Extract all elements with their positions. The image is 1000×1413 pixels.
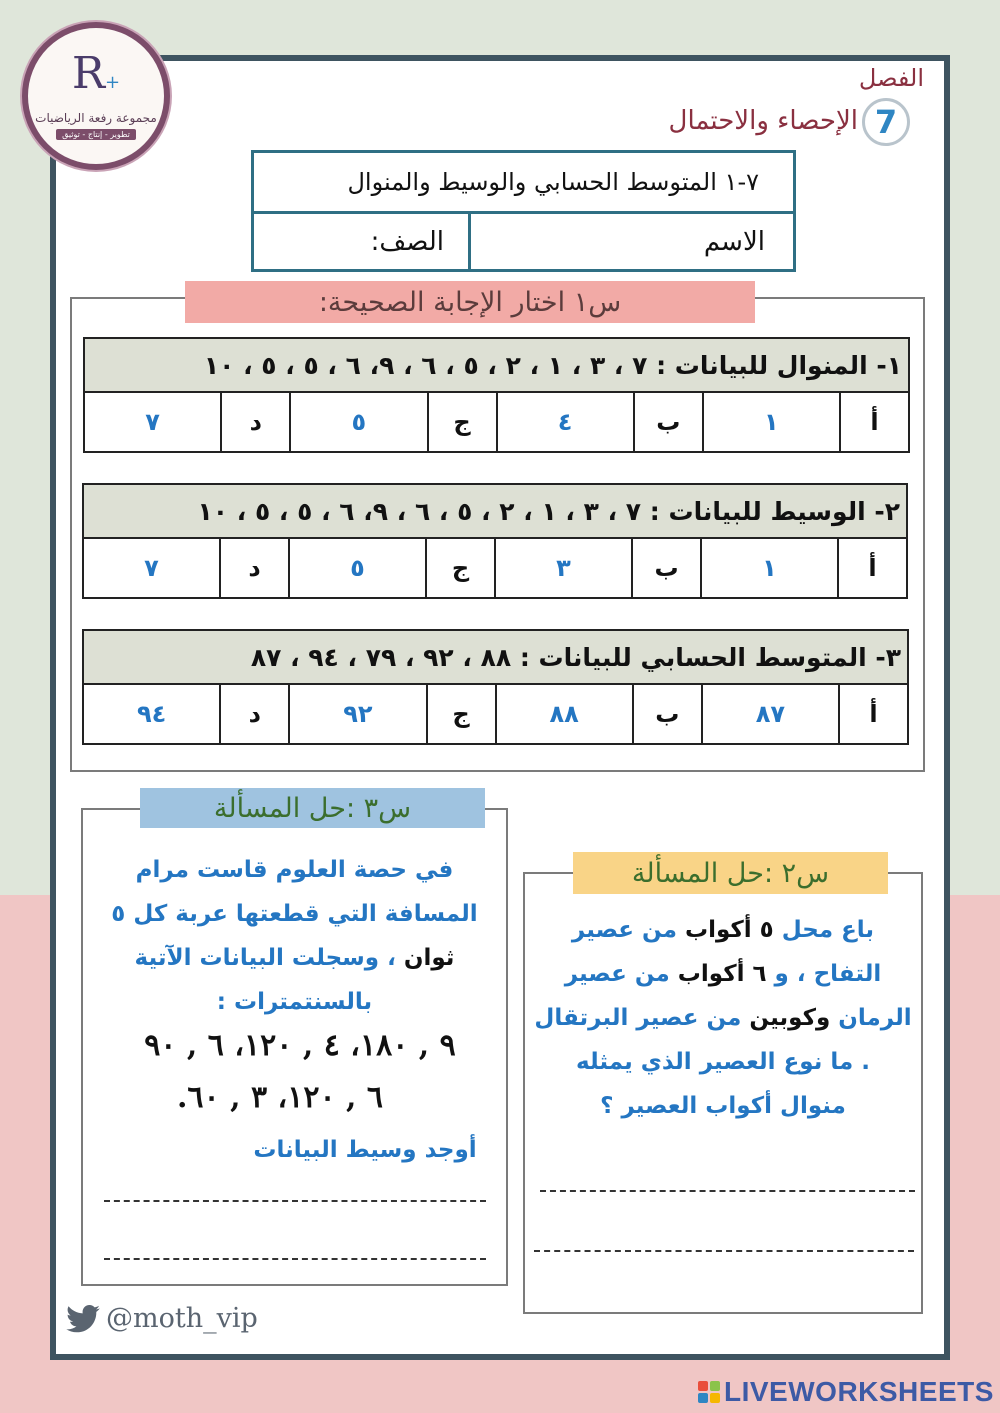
twitter-icon [66, 1305, 100, 1333]
options-row [85, 393, 908, 451]
option-c[interactable]: ٥ [289, 393, 426, 451]
problem-line: منوال أكواب العصير ؟ [600, 1093, 846, 1119]
answer-line[interactable] [534, 1250, 914, 1252]
problem-word: باع محل [781, 917, 875, 943]
data-row-2: ٦ , ١٢٠، ٣ , ٦٠. [176, 1080, 384, 1115]
problem-line: بالسنتمترات : [216, 989, 373, 1015]
problem-word: ٥ أكواب [684, 917, 774, 943]
name-label: الاسم [703, 226, 765, 257]
option-letter: د [219, 685, 288, 743]
class-field[interactable] [254, 214, 468, 269]
option-letter: د [220, 393, 289, 451]
options-row [84, 685, 907, 743]
section3-task: أوجد وسيط البيانات [253, 1137, 477, 1163]
answer-line[interactable] [540, 1190, 915, 1192]
option-b[interactable]: ٤ [496, 393, 633, 451]
section3-problem [92, 848, 497, 1024]
question-text: ٣- المتوسط الحسابي للبيانات : ٨٨ ، ٩٢ ، ٧٩ ، ٩٤ ، ٨٧ [84, 631, 907, 685]
twitter-text: @moth_vip [106, 1303, 258, 1334]
option-letter: أ [839, 393, 908, 451]
option-letter: أ [837, 539, 906, 597]
option-d[interactable]: ٧ [145, 408, 160, 436]
twitter-handle [66, 1303, 258, 1334]
question-2 [82, 483, 908, 599]
option-letter: أ [838, 685, 907, 743]
option-letter: ج [425, 539, 494, 597]
problem-word: ، وسجلت البيانات الآتية [134, 945, 396, 971]
option-a[interactable]: ٨٧ [701, 685, 838, 743]
logo-mark: R+ [71, 48, 121, 99]
logo-tagline: تطوير - إنتاج - توثيق [56, 129, 136, 140]
problem-line: المسافة التي قطعتها عربة كل ٥ [111, 901, 478, 927]
chapter-title: الإحصاء والاحتمال [668, 106, 858, 136]
liveworksheets-icon [698, 1381, 720, 1403]
option-d[interactable]: ٩٤ [136, 700, 167, 728]
problem-line: في حصة العلوم قاست مرام [135, 857, 454, 883]
class-label: الصف: [370, 226, 444, 257]
question-text: ٢- الوسيط للبيانات : ٧ ، ٣ ، ١ ، ٢ ، ٥ ، ٦ ، ٩، ٦ ، ٥ ، ٥ ، ١٠ [84, 485, 906, 539]
answer-line[interactable] [104, 1200, 486, 1202]
question-1 [83, 337, 910, 453]
option-letter: د [219, 539, 288, 597]
data-row-1: ٩ , ١٨٠، ٤ , ١٢٠، ٦ , ٩٠ [144, 1028, 456, 1063]
option-letter: ب [631, 539, 700, 597]
problem-word: من عصير [571, 917, 677, 943]
problem-word: من عصير [564, 961, 670, 987]
liveworksheets-text: LIVEWORKSHEETS [724, 1376, 994, 1407]
option-letter: ج [427, 393, 496, 451]
logo-text: مجموعة رفعة الرياضيات [35, 111, 157, 125]
problem-word: الرمان [838, 1005, 912, 1031]
section2-problem [528, 908, 918, 1128]
option-a[interactable]: ١ [702, 393, 839, 451]
problem-word: ٦ أكواب [677, 961, 767, 987]
option-d[interactable]: ٧ [144, 554, 159, 582]
liveworksheets-brand[interactable] [698, 1376, 994, 1408]
section1-banner: س١ اختار الإجابة الصحيحة: [185, 281, 755, 323]
section3-banner: س٣ :حل المسألة [140, 788, 485, 828]
option-a[interactable]: ١ [700, 539, 837, 597]
option-b[interactable]: ٣ [494, 539, 631, 597]
answer-line[interactable] [104, 1258, 486, 1260]
lesson-title: ٧-١ المتوسط الحسابي والوسيط والمنوال [254, 153, 793, 214]
problem-line: . ما نوع العصير الذي يمثله [576, 1049, 870, 1075]
question-text: ١- المنوال للبيانات : ٧ ، ٣ ، ١ ، ٢ ، ٥ ، ٦ ، ٩، ٦ ، ٥ ، ٥ ، ١٠ [85, 339, 908, 393]
problem-word: التفاح ، و [774, 961, 882, 987]
option-letter: ج [426, 685, 495, 743]
option-b[interactable]: ٨٨ [495, 685, 632, 743]
chapter-label: الفصل [858, 64, 924, 92]
option-c[interactable]: ٥ [288, 539, 425, 597]
name-field[interactable] [468, 214, 793, 269]
header-table [251, 150, 796, 272]
options-row [84, 539, 906, 597]
question-3 [82, 629, 909, 745]
problem-word: وكوبين [749, 1005, 831, 1031]
option-letter: ب [633, 393, 702, 451]
logo [22, 22, 170, 170]
problem-word: من عصير البرتقال [534, 1005, 742, 1031]
problem-word: ثوان [403, 945, 455, 971]
option-letter: ب [632, 685, 701, 743]
option-c[interactable]: ٩٢ [288, 685, 425, 743]
chapter-number: 7 [862, 98, 910, 146]
section2-banner: س٢ :حل المسألة [573, 852, 888, 894]
